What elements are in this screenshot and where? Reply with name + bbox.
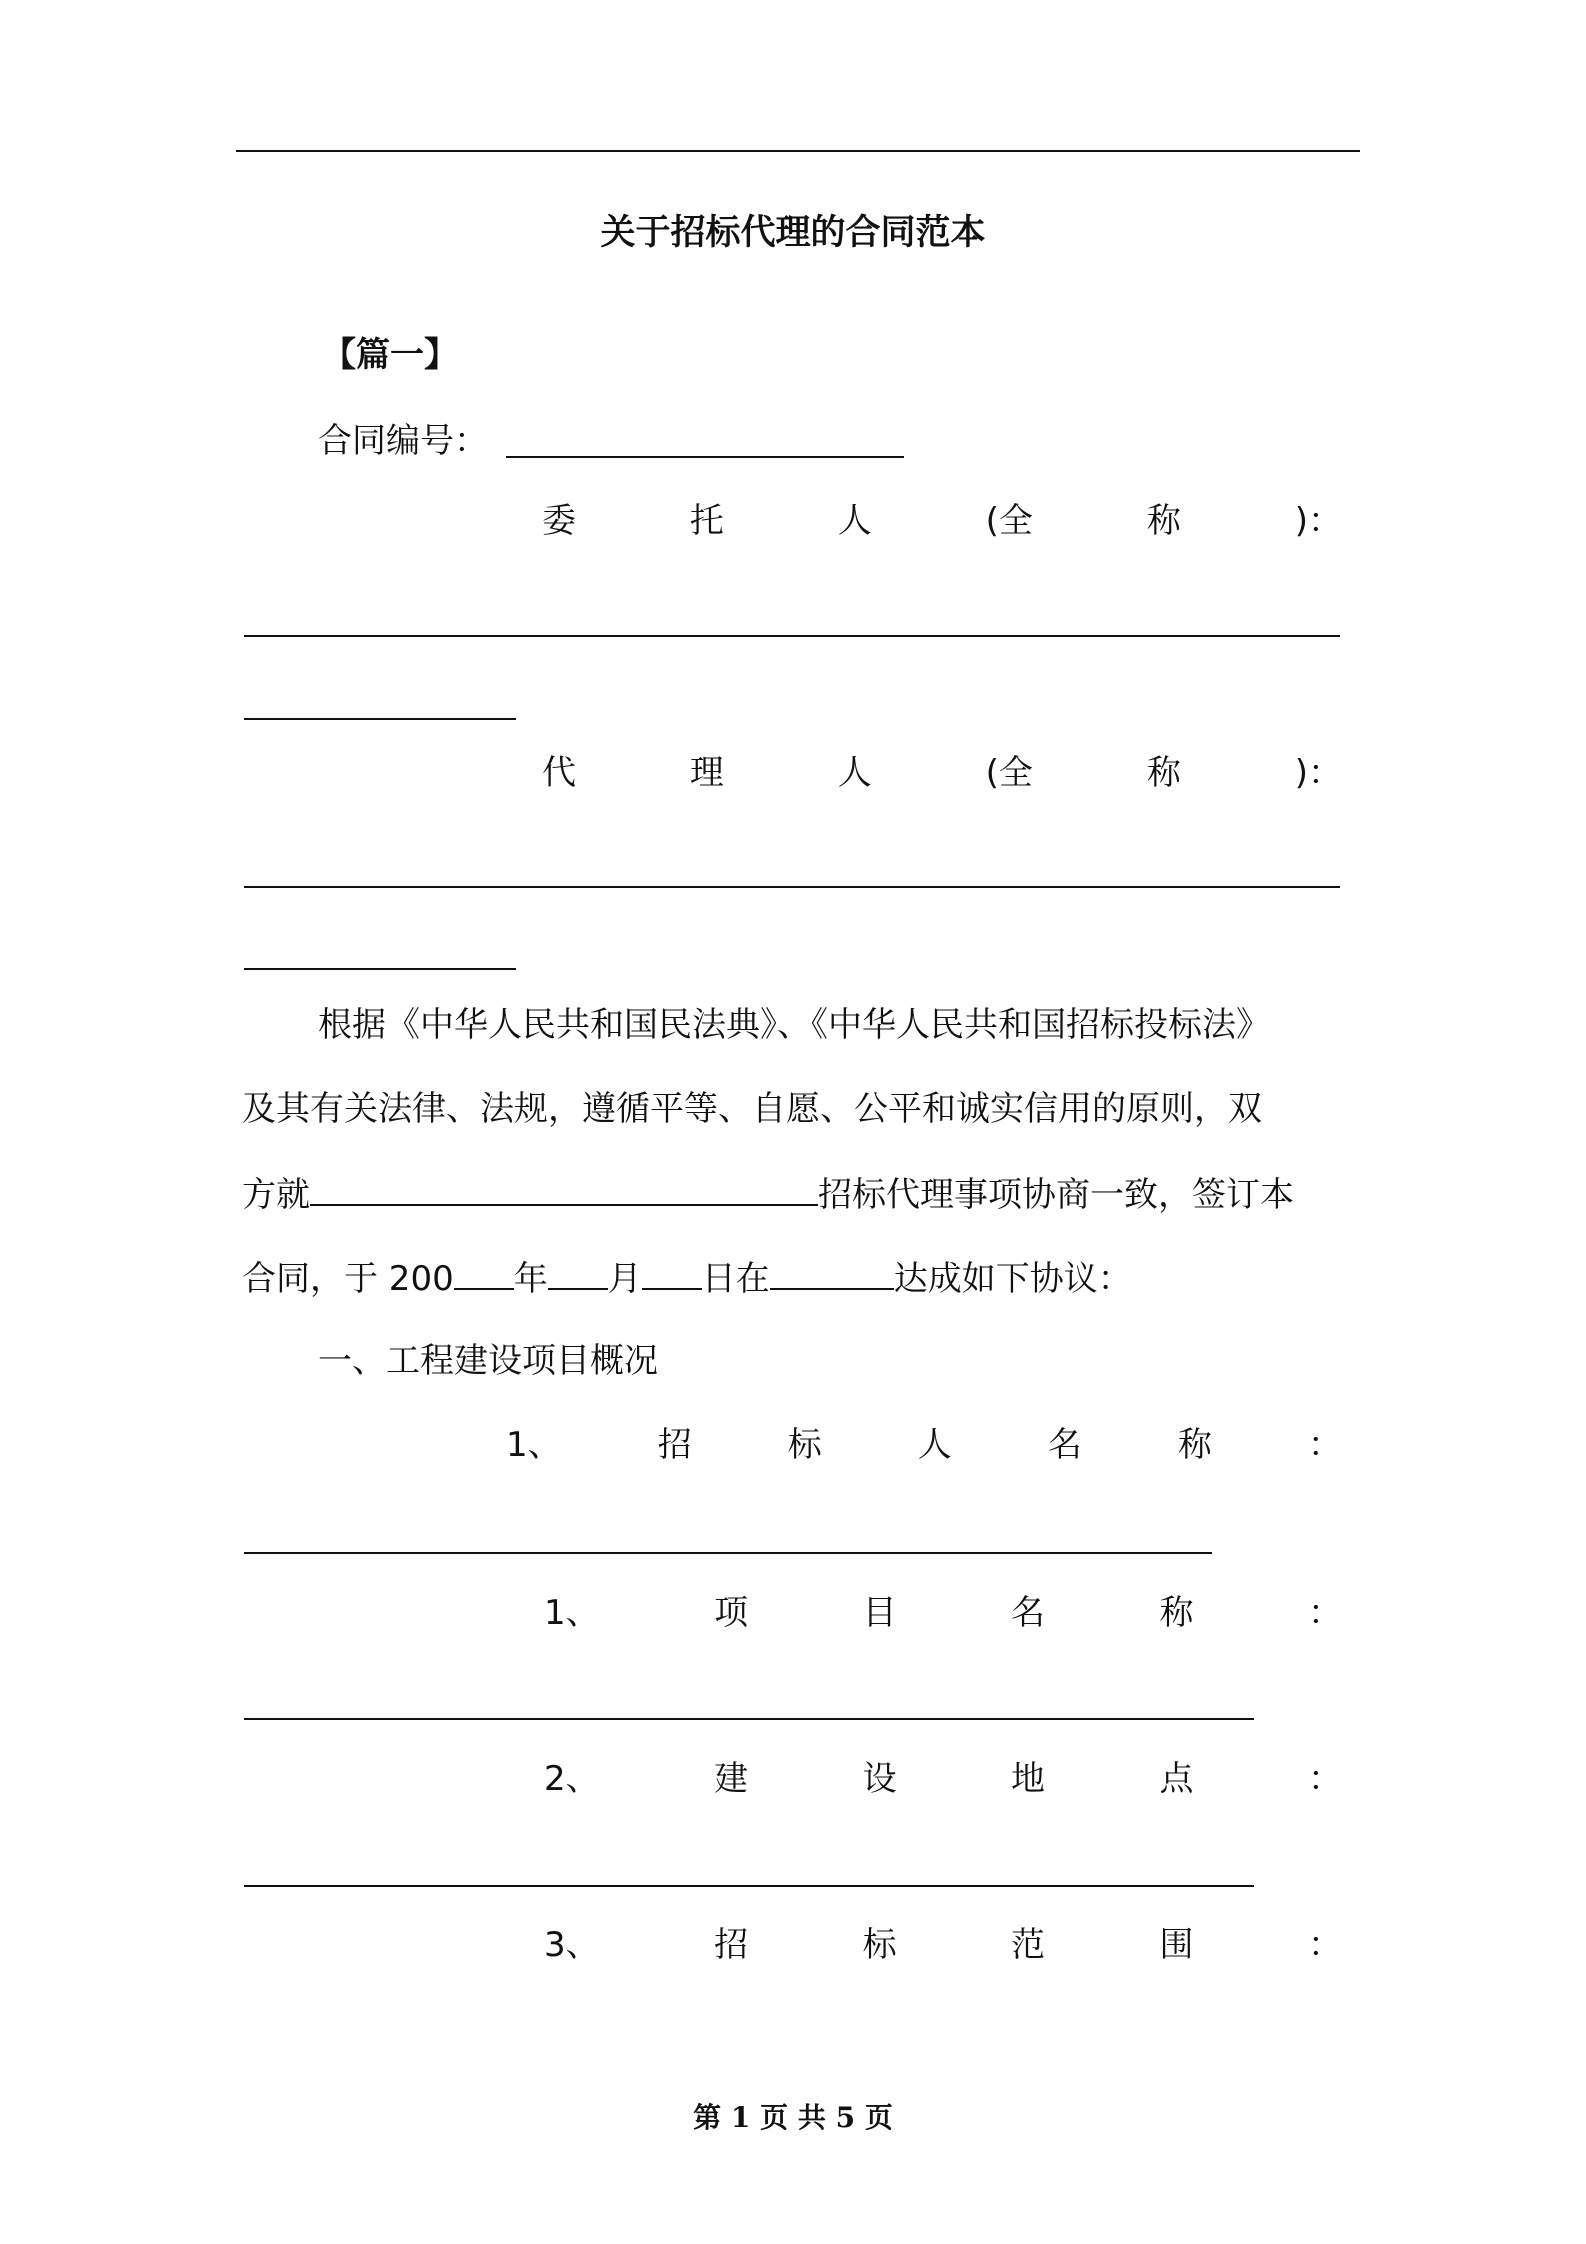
paragraph-text: 招标代理事项协商一致，签订本 — [818, 1175, 1294, 1215]
label-char: 3、 — [544, 1925, 600, 1965]
paragraph-text: 年 — [513, 1259, 548, 1299]
client-char: (全 — [985, 501, 1033, 541]
project-name-label-row — [544, 1590, 1342, 1636]
client-name-blank-2[interactable] — [244, 718, 516, 720]
label-char: 标 — [787, 1425, 822, 1465]
label-char: 人 — [917, 1425, 952, 1465]
label-char: ： — [1307, 1593, 1342, 1633]
client-name-blank-1[interactable] — [244, 635, 1340, 637]
project-name-blank[interactable] — [244, 1718, 1254, 1720]
label-char: ： — [1307, 1425, 1342, 1465]
agent-label-row — [542, 750, 1342, 796]
agent-char: )： — [1294, 753, 1342, 793]
scope-label-row — [544, 1922, 1342, 1968]
agent-char: 代 — [542, 753, 576, 793]
place-blank[interactable] — [770, 1254, 894, 1290]
label-char: 目 — [862, 1593, 897, 1633]
label-char: 称 — [1159, 1593, 1194, 1633]
matter-blank[interactable] — [310, 1170, 818, 1206]
client-char: 称 — [1146, 501, 1181, 541]
year-blank[interactable] — [454, 1254, 514, 1290]
paragraph-text: 方就 — [242, 1175, 310, 1215]
label-char: 称 — [1177, 1425, 1212, 1465]
agent-char: 称 — [1146, 753, 1181, 793]
label-char: 设 — [862, 1759, 897, 1799]
section-heading: 【篇一】 — [322, 335, 458, 375]
client-char: 人 — [837, 501, 872, 541]
label-char: 1、 — [544, 1593, 600, 1633]
label-char: 名 — [1011, 1593, 1046, 1633]
label-char: 建 — [714, 1759, 749, 1799]
heading-project-overview: 一、工程建设项目概况 — [318, 1341, 658, 1381]
location-label-row — [544, 1756, 1342, 1802]
client-label-row — [542, 498, 1342, 544]
location-blank[interactable] — [244, 1885, 1254, 1887]
label-char: 点 — [1159, 1759, 1194, 1799]
paragraph-text: 月 — [607, 1259, 642, 1299]
label-char: 名 — [1047, 1425, 1082, 1465]
paragraph-line — [242, 1254, 1132, 1302]
document-title: 关于招标代理的合同范本 — [600, 213, 986, 253]
page-footer: 第 1 页 共 5 页 — [693, 2101, 893, 2134]
header-rule — [236, 150, 1360, 152]
label-char: ： — [1307, 1759, 1342, 1799]
label-char: 围 — [1159, 1925, 1194, 1965]
client-char: 委 — [542, 501, 576, 541]
tenderer-name-blank[interactable] — [244, 1552, 1212, 1554]
label-char: 地 — [1011, 1759, 1046, 1799]
agent-name-blank-1[interactable] — [244, 886, 1340, 888]
label-char: 范 — [1011, 1925, 1046, 1965]
agent-char: 人 — [837, 753, 872, 793]
paragraph-line: 根据《中华人民共和国民法典》、《中华人民共和国招标投标法》 — [318, 1005, 1270, 1045]
label-char: ： — [1307, 1925, 1342, 1965]
agent-char: 理 — [689, 753, 724, 793]
client-char: 托 — [689, 501, 724, 541]
day-blank[interactable] — [642, 1254, 702, 1290]
month-blank[interactable] — [548, 1254, 608, 1290]
paragraph-text: 合同，于 200 — [242, 1259, 454, 1299]
paragraph-line: 及其有关法律、法规，遵循平等、自愿、公平和诚实信用的原则，双 — [242, 1089, 1262, 1129]
label-char: 1、 — [506, 1425, 562, 1465]
label-char: 招 — [657, 1425, 692, 1465]
agent-char: (全 — [985, 753, 1033, 793]
contract-number-label: 合同编号： — [318, 421, 488, 461]
label-char: 标 — [862, 1925, 897, 1965]
paragraph-text: 达成如下协议： — [893, 1259, 1132, 1299]
agent-name-blank-2[interactable] — [244, 968, 516, 970]
label-char: 招 — [714, 1925, 749, 1965]
tenderer-name-label-row — [506, 1422, 1342, 1468]
client-char: )： — [1294, 501, 1342, 541]
paragraph-line — [242, 1170, 1294, 1218]
contract-number-blank[interactable] — [506, 456, 904, 458]
label-char: 2、 — [544, 1759, 600, 1799]
label-char: 项 — [714, 1593, 749, 1633]
paragraph-text: 日在 — [701, 1259, 770, 1299]
